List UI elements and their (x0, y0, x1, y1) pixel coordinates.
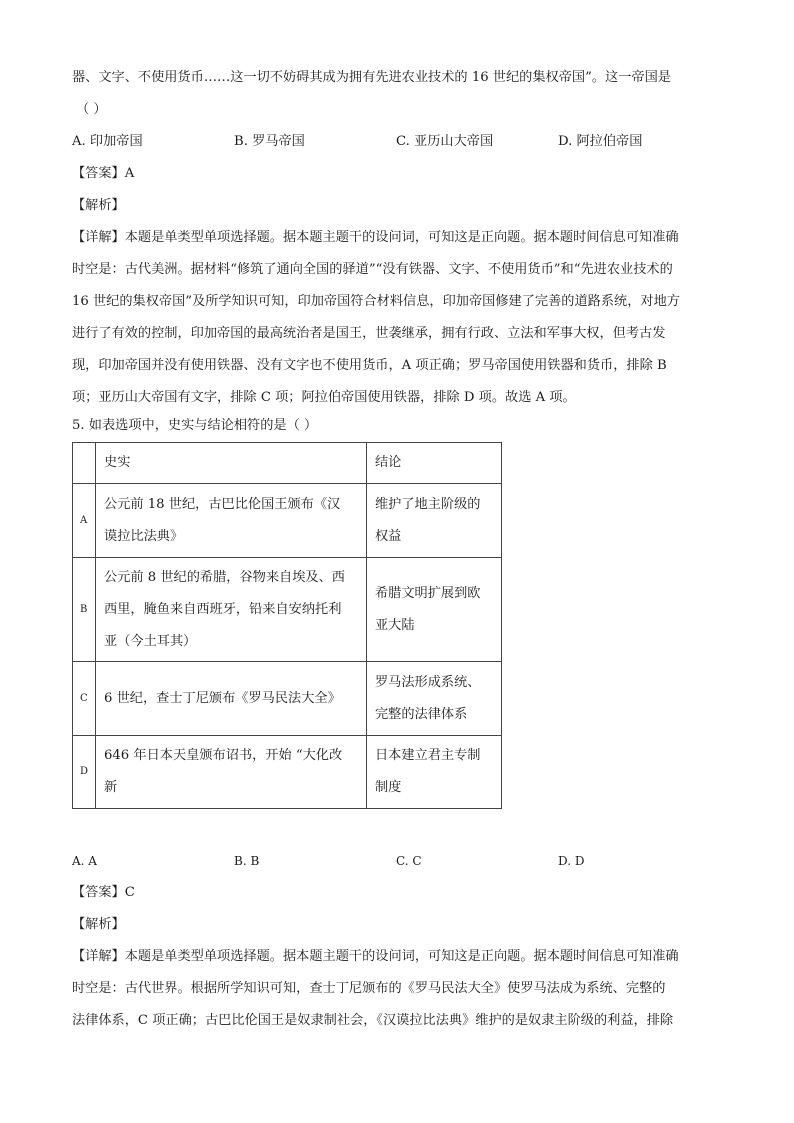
document-page (72, 62, 722, 1037)
fact-line: 新 (104, 780, 118, 795)
q5-options (72, 845, 722, 877)
fact-line: 西里，腌鱼来自西班牙，铅来自安纳托利 (104, 601, 342, 617)
q4-answer: 【答案】A (72, 166, 135, 181)
row-label: D (73, 736, 96, 809)
row-label: C (73, 662, 96, 736)
fact-line: 公元前 8 世纪的希腊，谷物来自埃及、西 (104, 569, 345, 585)
table-row (73, 558, 502, 662)
q5-table (72, 442, 502, 809)
conclusion-line: 希腊文明扩展到欧 (375, 585, 481, 601)
conclusion-line: 维护了地主阶级的 (375, 496, 481, 512)
conclusion-line: 制度 (375, 780, 402, 795)
table-header-cell: 史实 (96, 443, 367, 484)
table-header-cell (73, 443, 96, 484)
q4-option-c: C. 亚历山大帝国 (396, 134, 494, 149)
row-label: B (73, 558, 96, 662)
q5-option-b: B. B (234, 854, 260, 868)
q5-stem: 5. 如表选项中，史实与结论相符的是（ ） (72, 418, 318, 433)
q4-option-a: A. 印加帝国 (72, 134, 143, 149)
q5-detail-line: 【详解】本题是单类型单项选择题。据本题主题干的设问词，可知这是正向题。据本题时间信息可知准确 (72, 949, 679, 964)
conclusion-line: 日本建立君主专制 (375, 748, 481, 763)
conclusion-line: 完整的法律体系 (375, 706, 468, 722)
q4-detail-line: 时空是：古代美洲。据材料“修筑了通向全国的驿道”“没有铁器、文字、不使用货币”和“先进农业技术的 (72, 262, 673, 277)
fact-line: 646 年日本天皇颁布诏书，开始 “大化改 (104, 748, 343, 763)
q4-option-b: B. 罗马帝国 (234, 134, 305, 149)
fact-cell (96, 662, 367, 736)
q4-analysis-heading: 【解析】 (72, 198, 125, 213)
conclusion-cell (367, 484, 502, 558)
q4-detail-line: 现，印加帝国并没有使用铁器、没有文字也不使用货币，A 项正确；罗马帝国使用铁器和货币，排除 B (72, 358, 667, 373)
conclusion-cell (367, 662, 502, 736)
fact-cell (96, 558, 367, 662)
q5-option-a: A. A (72, 854, 97, 868)
q4-stem-line-2: （ ） (76, 102, 107, 117)
conclusion-line: 权益 (375, 528, 402, 544)
q4-detail (72, 222, 722, 414)
q5-option-c: C. C (396, 854, 422, 868)
fact-line: 亚（今土耳其） (104, 633, 197, 649)
q5-answer: 【答案】C (72, 885, 135, 900)
conclusion-cell (367, 736, 502, 809)
q5-option-d: D. D (558, 854, 585, 868)
q4-detail-line: 16 世纪的集权帝国”及所学知识可知，印加帝国符合材料信息，印加帝国修建了完善的道路系统，对地方 (72, 294, 680, 309)
conclusion-line: 亚大陆 (375, 617, 415, 633)
q4-detail-line: 【详解】本题是单类型单项选择题。据本题主题干的设问词，可知这是正向题。据本题时间信息可知准确 (72, 230, 679, 245)
conclusion-cell (367, 558, 502, 662)
q5-detail (72, 941, 722, 1037)
q5-analysis-heading: 【解析】 (72, 917, 125, 932)
q4-detail-line: 进行了有效的控制，印加帝国的最高统治者是国王，世袭继承，拥有行政、立法和军事大权，但考古发 (72, 326, 666, 341)
fact-line: 公元前 18 世纪，古巴比伦国王颁布《汉 (104, 496, 341, 512)
table-header-cell: 结论 (367, 443, 502, 484)
fact-line: 6 世纪，查士丁尼颁布《罗马民法大全》 (104, 690, 341, 706)
table-row (73, 736, 502, 809)
fact-cell (96, 736, 367, 809)
row-label: A (73, 484, 96, 558)
conclusion-line: 罗马法形成系统、 (375, 674, 481, 690)
table-row (73, 662, 502, 736)
fact-line: 谟拉比法典》 (104, 528, 184, 544)
q5-detail-line: 时空是：古代世界。根据所学知识可知，查士丁尼颁布的《罗马民法大全》使罗马法成为系统、完整的 (72, 981, 666, 996)
table-header-row (73, 443, 502, 484)
table-row (73, 484, 502, 558)
q5-detail-line: 法律体系，C 项正确；古巴比伦国王是奴隶制社会，《汉谟拉比法典》维护的是奴隶主阶级的利益，排除 (72, 1013, 674, 1028)
fact-cell (96, 484, 367, 558)
q4-options (72, 126, 722, 158)
q4-stem-line-1: 器、文字、不使用货币……这一切不妨碍其成为拥有先进农业技术的 16 世纪的集权帝国”。这一帝国是 (72, 70, 671, 85)
q4-option-d: D. 阿拉伯帝国 (558, 134, 643, 149)
q4-detail-line: 项；亚历山大帝国有文字，排除 C 项；阿拉伯帝国使用铁器，排除 D 项。故选 A 项。 (72, 390, 576, 405)
